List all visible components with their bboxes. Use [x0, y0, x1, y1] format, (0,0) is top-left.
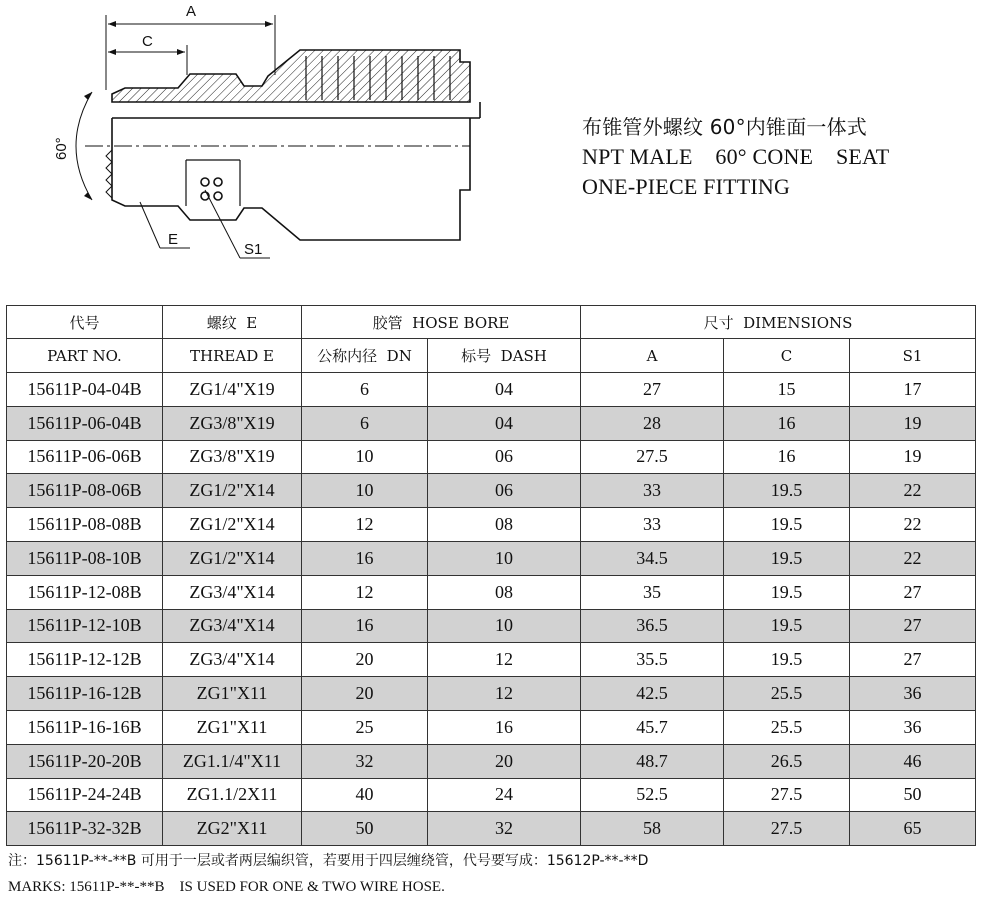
cell-s1: 22: [850, 541, 976, 575]
cell-c: 25.5: [724, 677, 850, 711]
cell-dash: 12: [428, 643, 581, 677]
cell-dash: 10: [428, 541, 581, 575]
table-row: [7, 373, 976, 407]
cell-thread: ZG1"X11: [163, 677, 302, 711]
note-en: MARKS: 15611P-**-**B IS USED FOR ONE & TWO WIRE HOSE.: [8, 879, 445, 895]
cell-s1: 22: [850, 474, 976, 508]
cell-part: 15611P-16-12B: [7, 677, 163, 711]
table-row: [7, 541, 976, 575]
cell-part: 15611P-08-06B: [7, 474, 163, 508]
cell-part: 15611P-08-08B: [7, 508, 163, 542]
cell-part: 15611P-12-08B: [7, 575, 163, 609]
cell-part: 15611P-08-10B: [7, 541, 163, 575]
cell-dash: 12: [428, 677, 581, 711]
cell-c: 26.5: [724, 744, 850, 778]
cell-dash: 16: [428, 710, 581, 744]
cell-c: 27.5: [724, 778, 850, 812]
cell-a: 33: [581, 474, 724, 508]
dim-s1-label: S1: [244, 241, 263, 258]
cell-thread: ZG1.1/2X11: [163, 778, 302, 812]
table-row: [7, 474, 976, 508]
cell-dn: 6: [302, 406, 428, 440]
table-row: [7, 778, 976, 812]
table-row: [7, 575, 976, 609]
cell-c: 16: [724, 440, 850, 474]
cell-c: 19.5: [724, 575, 850, 609]
cell-dash: 08: [428, 508, 581, 542]
header-row-2: [7, 339, 976, 373]
title-en-line1: NPT MALE 60° CONE SEAT: [582, 144, 890, 169]
cell-part: 15611P-12-10B: [7, 609, 163, 643]
header-hose-bore: 胶管 HOSE BORE: [302, 306, 581, 339]
fitting-technical-drawing: [40, 0, 510, 292]
table-row: [7, 710, 976, 744]
cell-a: 27.5: [581, 440, 724, 474]
cell-c: 19.5: [724, 643, 850, 677]
cell-dn: 16: [302, 609, 428, 643]
cell-a: 45.7: [581, 710, 724, 744]
header-code: 代号: [7, 306, 163, 339]
table-row: [7, 812, 976, 846]
cell-part: 15611P-20-20B: [7, 744, 163, 778]
cell-a: 52.5: [581, 778, 724, 812]
cell-dn: 12: [302, 575, 428, 609]
cell-c: 19.5: [724, 541, 850, 575]
cell-thread: ZG2"X11: [163, 812, 302, 846]
cell-s1: 22: [850, 508, 976, 542]
cell-s1: 19: [850, 406, 976, 440]
cell-part: 15611P-04-04B: [7, 373, 163, 407]
cell-dash: 24: [428, 778, 581, 812]
cell-s1: 36: [850, 677, 976, 711]
cell-part: 15611P-16-16B: [7, 710, 163, 744]
cell-dash: 06: [428, 474, 581, 508]
cell-dash: 10: [428, 609, 581, 643]
cell-dash: 20: [428, 744, 581, 778]
title-block: [582, 112, 982, 202]
cell-part: 15611P-32-32B: [7, 812, 163, 846]
cell-a: 33: [581, 508, 724, 542]
cell-thread: ZG3/4"X14: [163, 575, 302, 609]
table-row: [7, 677, 976, 711]
cell-a: 35.5: [581, 643, 724, 677]
cell-dn: 20: [302, 643, 428, 677]
cell-thread: ZG1.1/4"X11: [163, 744, 302, 778]
cell-s1: 19: [850, 440, 976, 474]
cell-dn: 10: [302, 440, 428, 474]
header-a: A: [581, 339, 724, 373]
cell-a: 27: [581, 373, 724, 407]
cell-dn: 40: [302, 778, 428, 812]
title-en-line2: ONE-PIECE FITTING: [582, 174, 791, 199]
header-part-no: PART NO.: [7, 339, 163, 373]
cell-dn: 6: [302, 373, 428, 407]
cell-dn: 32: [302, 744, 428, 778]
cell-c: 19.5: [724, 609, 850, 643]
cell-thread: ZG1/2"X14: [163, 508, 302, 542]
header-thread-e: THREAD E: [163, 339, 302, 373]
cell-s1: 27: [850, 575, 976, 609]
cell-c: 15: [724, 373, 850, 407]
cell-dn: 20: [302, 677, 428, 711]
dim-a-label: A: [186, 3, 197, 20]
cell-a: 35: [581, 575, 724, 609]
cell-thread: ZG3/8"X19: [163, 440, 302, 474]
cell-thread: ZG3/4"X14: [163, 609, 302, 643]
cell-part: 15611P-06-04B: [7, 406, 163, 440]
cell-s1: 50: [850, 778, 976, 812]
header-s1: S1: [850, 339, 976, 373]
cell-thread: ZG3/4"X14: [163, 643, 302, 677]
header-dash: 标号 DASH: [428, 339, 581, 373]
table-row: [7, 406, 976, 440]
header-thread: 螺纹 E: [163, 306, 302, 339]
cell-s1: 27: [850, 609, 976, 643]
cell-thread: ZG1/2"X14: [163, 541, 302, 575]
cell-a: 48.7: [581, 744, 724, 778]
cell-dash: 08: [428, 575, 581, 609]
cell-dash: 04: [428, 406, 581, 440]
dim-e-label: E: [168, 231, 179, 248]
header-row-1: [7, 306, 976, 339]
cell-c: 25.5: [724, 710, 850, 744]
note-cn: 注：15611P-**-**B 可用于一层或者两层编织管，若要用于四层缠绕管，代号要写成：15612P-**-**D: [8, 853, 649, 869]
cell-s1: 65: [850, 812, 976, 846]
cell-a: 42.5: [581, 677, 724, 711]
cell-thread: ZG1"X11: [163, 710, 302, 744]
cell-c: 19.5: [724, 508, 850, 542]
table-row: [7, 609, 976, 643]
header-c: C: [724, 339, 850, 373]
cell-dn: 10: [302, 474, 428, 508]
cell-part: 15611P-24-24B: [7, 778, 163, 812]
angle-label: 60°: [53, 137, 70, 160]
cell-dash: 06: [428, 440, 581, 474]
cell-s1: 46: [850, 744, 976, 778]
cell-s1: 36: [850, 710, 976, 744]
table-row: [7, 508, 976, 542]
cell-a: 36.5: [581, 609, 724, 643]
cell-dash: 32: [428, 812, 581, 846]
cell-a: 34.5: [581, 541, 724, 575]
spec-table: [6, 305, 976, 846]
cell-c: 19.5: [724, 474, 850, 508]
cell-thread: ZG1/4"X19: [163, 373, 302, 407]
cell-thread: ZG1/2"X14: [163, 474, 302, 508]
cell-a: 58: [581, 812, 724, 846]
table-row: [7, 440, 976, 474]
cell-thread: ZG3/8"X19: [163, 406, 302, 440]
cell-dn: 25: [302, 710, 428, 744]
cell-s1: 27: [850, 643, 976, 677]
cell-dn: 50: [302, 812, 428, 846]
cell-part: 15611P-06-06B: [7, 440, 163, 474]
cell-c: 16: [724, 406, 850, 440]
cell-s1: 17: [850, 373, 976, 407]
table-row: [7, 643, 976, 677]
dim-c-label: C: [142, 33, 153, 50]
cell-dn: 16: [302, 541, 428, 575]
cell-a: 28: [581, 406, 724, 440]
cell-c: 27.5: [724, 812, 850, 846]
header-dimensions: 尺寸 DIMENSIONS: [581, 306, 976, 339]
title-cn: 布锥管外螺纹 60°内锥面一体式: [582, 115, 868, 139]
cell-dn: 12: [302, 508, 428, 542]
cell-dash: 04: [428, 373, 581, 407]
cell-part: 15611P-12-12B: [7, 643, 163, 677]
table-row: [7, 744, 976, 778]
header-dn: 公称内径 DN: [302, 339, 428, 373]
